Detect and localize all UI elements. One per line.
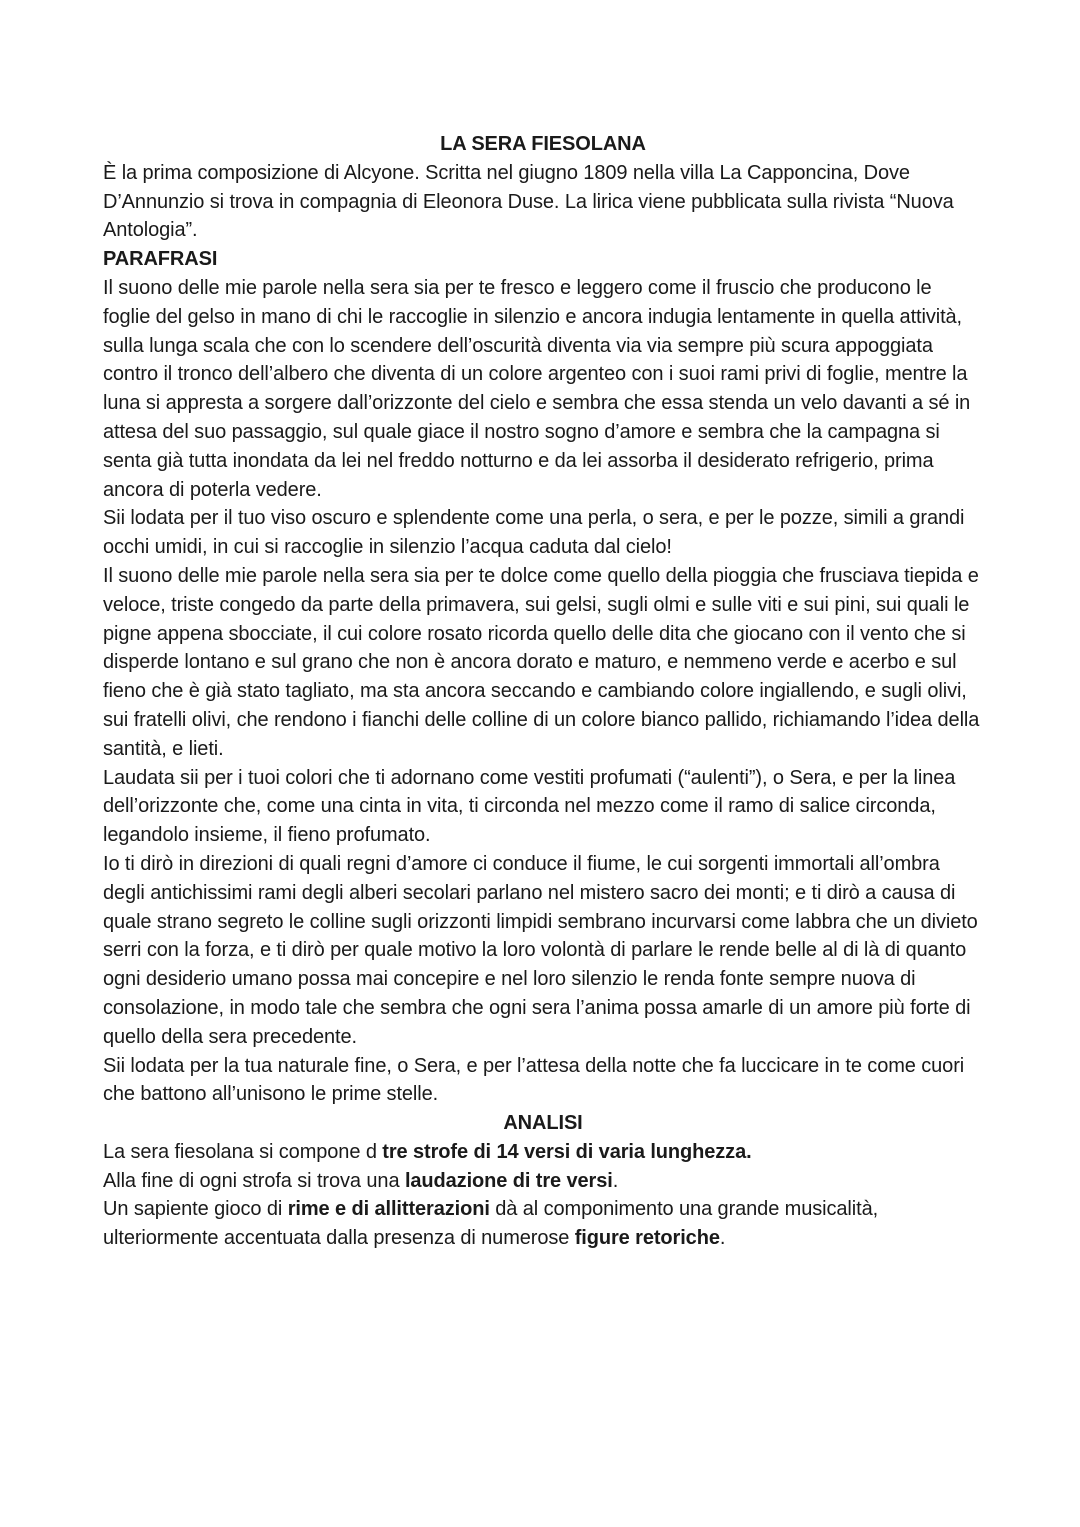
parafrasi-paragraph: Il suono delle mie parole nella sera sia per te fresco e leggero come il fruscio che producono le foglie del gelso in mano di chi le raccoglie in silenzio e ancora indugia lentamente in quella attività, sulla lunga scala che con lo scendere dell’oscurità diventa via via sempre più scura appoggiata contro il tronco dell’albero che diventa di un colore argenteo con i suoi rami privi di foglie, mentre la luna si appresta a sorgere dall’orizzonte del cielo e sembra che essa stenda un velo davanti a sé in attesa del suo passaggio, sul quale giace il nostro sogno d’amore e sembra che la campagna si senta già tutta inondata da lei nel freddo notturno e da lei assorba il desiderato refrigerio, prima ancora di poterla vedere. (103, 276, 971, 501)
analisi-text: . (719, 1227, 726, 1250)
analisi-text: La sera fiesolana si compone d (103, 1140, 383, 1163)
analisi-text: Un sapiente gioco di (103, 1198, 288, 1221)
parafrasi-paragraph: Sii lodata per la tua naturale fine, o Sera, e per l’attesa della notte che fa luccicare in te come cuori che battono all’unisono le prime stelle. (103, 1054, 965, 1106)
parafrasi-paragraph: Il suono delle mie parole nella sera sia per te dolce come quello della pioggia che frusciava tiepida e veloce, triste congedo da parte della primavera, sui gelsi, sugli olmi e sulle viti e sui pini, sui quali le pigne appena sbocciate, il cui colore rosato ricorda quello delle dita che giocano con il vento che si disperde lontano e sul grano che non è ancora dorato e maturo, e nemmeno verde e acerbo e sul fieno che è già stato tagliato, ma sta ancora seccando e cambiando colore ingiallendo, e sugli olivi, sui fratelli olivi, che rendono i fianchi delle colline di un colore bianco pallido, richiamando l’idea della santità, e lieti. (103, 564, 980, 760)
parafrasi-paragraph: Sii lodata per il tuo viso oscuro e splendente come una perla, o sera, e per le pozze, simili a grandi occhi umidi, in cui si raccoglie in silenzio l’acqua caduta dal cielo! (103, 507, 965, 559)
analisi-text: Alla fine di ogni strofa si trova una (103, 1169, 405, 1192)
analisi-bold-text: rime e di allitterazioni (287, 1198, 490, 1221)
parafrasi-heading: PARAFRASI (103, 248, 218, 271)
document-title: LA SERA FIESOLANA (440, 133, 646, 155)
analisi-text: . (612, 1169, 619, 1192)
document-page (103, 130, 983, 1253)
analisi-bold-text: laudazione di tre versi (404, 1169, 613, 1192)
analisi-text: dà al componimento una grande musicalità, ulteriormente accentuata dalla presenza di numerose (103, 1198, 879, 1250)
analisi-heading: ANALISI (503, 1112, 583, 1135)
parafrasi-paragraph: Io ti dirò in direzioni di quali regni d’amore ci conduce il fiume, le cui sorgenti immortali all’ombra degli antichissimi rami degli alberi secolari parlano nel mistero sacro dei monti; e ti dirò a causa di quale strano segreto le colline sugli orizzonti limpidi sembrano incurvarsi come labbra che un divieto serri con la forza, e ti dirò per quale motivo la loro volontà di parlare le rende belle al di là di quanto ogni desiderio umano possa mai concepire e nel loro silenzio le renda fonte sempre nuova di consolazione, in modo tale che sembra che ogni sera l’anima possa amarle di un amore più forte di quello della sera precedente. (103, 852, 978, 1048)
parafrasi-paragraph: Laudata sii per i tuoi colori che ti adornano come vestiti profumati (“aulenti”), o Sera, e per la linea dell’orizzonte che, come una cinta in vita, ti circonda nel mezzo come il ramo di salice circonda, legandolo insieme, il fieno profumato. (103, 766, 956, 847)
analisi-bold-text: figure retoriche (574, 1227, 720, 1250)
analisi-bold-text: tre strofe di 14 versi di varia lunghezza. (382, 1140, 752, 1163)
analisi-line (103, 1138, 983, 1167)
analisi-line (103, 1195, 983, 1253)
analisi-line (103, 1167, 983, 1196)
intro-paragraph: È la prima composizione di Alcyone. Scritta nel giugno 1809 nella villa La Capponcina, Dove D’Annunzio si trova in compagnia di Eleonora Duse. La lirica viene pubblicata sulla rivista “Nuova Antologia”. (103, 161, 954, 242)
